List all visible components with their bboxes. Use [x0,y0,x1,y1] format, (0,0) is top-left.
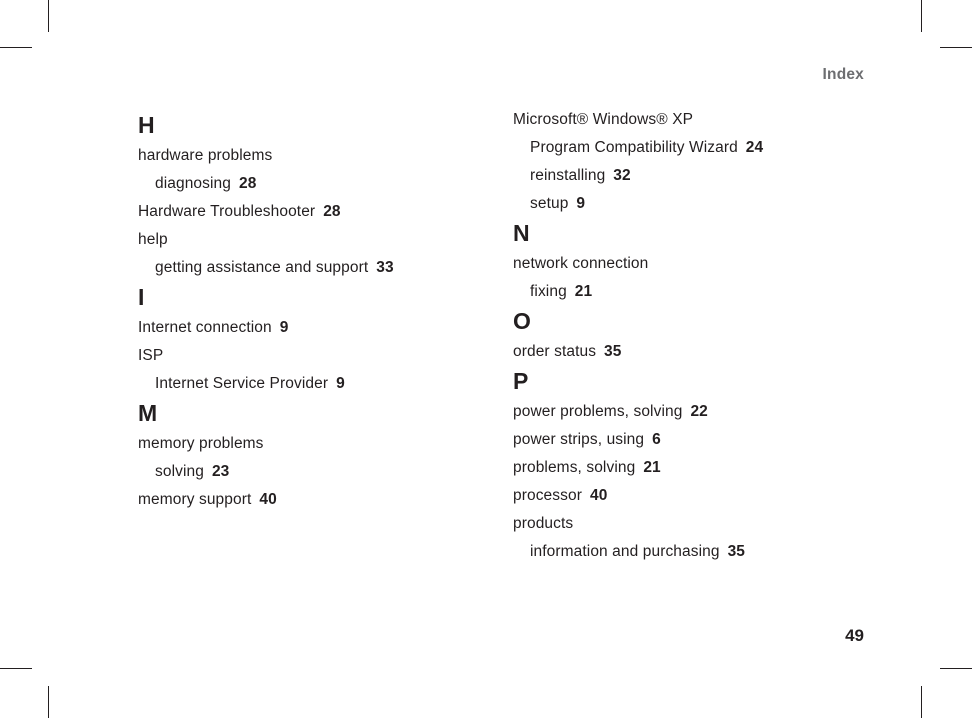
index-term: fixing [530,283,567,300]
index-page-ref: 22 [690,403,708,420]
index-letter-group [513,306,863,366]
index-entry [138,198,468,226]
index-term: getting assistance and support [155,259,369,276]
index-subentry [513,162,863,190]
crop-mark-top-right-horizontal [940,47,972,48]
index-subentry [513,538,863,566]
index-term: diagnosing [155,175,231,192]
index-column-right [513,108,863,566]
index-page-ref: 35 [604,343,622,360]
index-column-left [138,108,468,514]
running-head: Index [822,66,864,83]
index-term: memory support [138,491,252,508]
crop-mark-top-right-vertical [921,0,922,32]
index-letter-group [138,282,468,398]
index-term: Internet Service Provider [155,375,329,392]
index-entry [513,398,863,426]
index-page-ref: 21 [643,459,661,476]
index-term: power problems, solving [513,403,683,420]
index-letter-heading: O [513,308,531,334]
index-subentry [513,134,863,162]
index-page-ref: 40 [589,487,608,504]
crop-mark-bottom-left-vertical [48,686,49,718]
index-term: Internet connection [138,319,272,336]
index-entry [513,454,863,482]
index-entry [138,342,468,370]
index-letter-heading: I [138,284,145,310]
index-subentry [138,254,468,282]
index-subentry [138,170,468,198]
index-entry [138,430,468,458]
crop-mark-bottom-right-vertical [921,686,922,718]
index-term: problems, solving [513,459,636,476]
index-term: solving [155,463,204,480]
index-entry [513,426,863,454]
index-page-ref: 35 [727,543,746,560]
index-term: memory problems [138,435,264,452]
index-letter-group [513,218,863,306]
crop-mark-bottom-right-horizontal [940,668,972,669]
index-subentry [138,370,468,398]
crop-mark-top-left-horizontal [0,47,32,48]
index-page-ref: 28 [238,175,257,192]
index-entry [513,510,863,538]
index-term: Microsoft® Windows® XP [513,111,694,128]
crop-mark-bottom-left-horizontal [0,668,32,669]
index-term: Program Compatibility Wizard [530,139,738,156]
index-subentry [138,458,468,486]
index-page-ref: 9 [576,195,586,212]
index-page-ref: 21 [574,283,593,300]
index-term: processor [513,487,582,504]
index-subentry [513,278,863,306]
index-term: reinstalling [530,167,606,184]
page-number: 49 [845,626,864,645]
crop-mark-top-left-vertical [48,0,49,32]
index-entry [138,226,468,254]
index-entry [138,142,468,170]
index-page-ref: 6 [652,431,661,448]
index-term: help [138,231,168,248]
index-term: hardware problems [138,147,273,164]
index-term: setup [530,195,569,212]
index-page-ref: 33 [376,259,394,276]
index-entry [138,486,468,514]
index-page-ref: 24 [745,139,764,156]
index-term: network connection [513,255,649,272]
index-page-ref: 9 [336,375,345,392]
index-term: Hardware Troubleshooter [138,203,316,220]
index-entry [513,250,863,278]
index-letter-heading: N [513,220,530,246]
index-page-ref: 28 [323,203,341,220]
index-term: products [513,515,574,532]
index-entry [138,314,468,342]
index-letter-group [513,106,863,218]
index-letter-heading: M [138,400,158,426]
index-term: power strips, using [513,431,645,448]
index-letter-heading: H [138,112,155,138]
index-subentry [513,190,863,218]
index-page-ref: 23 [211,463,230,480]
index-term: order status [513,343,597,360]
index-page-ref: 9 [279,319,289,336]
index-letter-group [138,398,468,514]
index-entry [513,482,863,510]
index-page-ref: 32 [613,167,631,184]
index-entry [513,338,863,366]
index-page-ref: 40 [259,491,277,508]
index-term: ISP [138,347,164,364]
index-term: information and purchasing [530,543,720,560]
index-letter-heading: P [513,368,529,394]
index-letter-group [513,366,863,566]
index-entry [513,106,863,134]
index-letter-group [138,110,468,282]
